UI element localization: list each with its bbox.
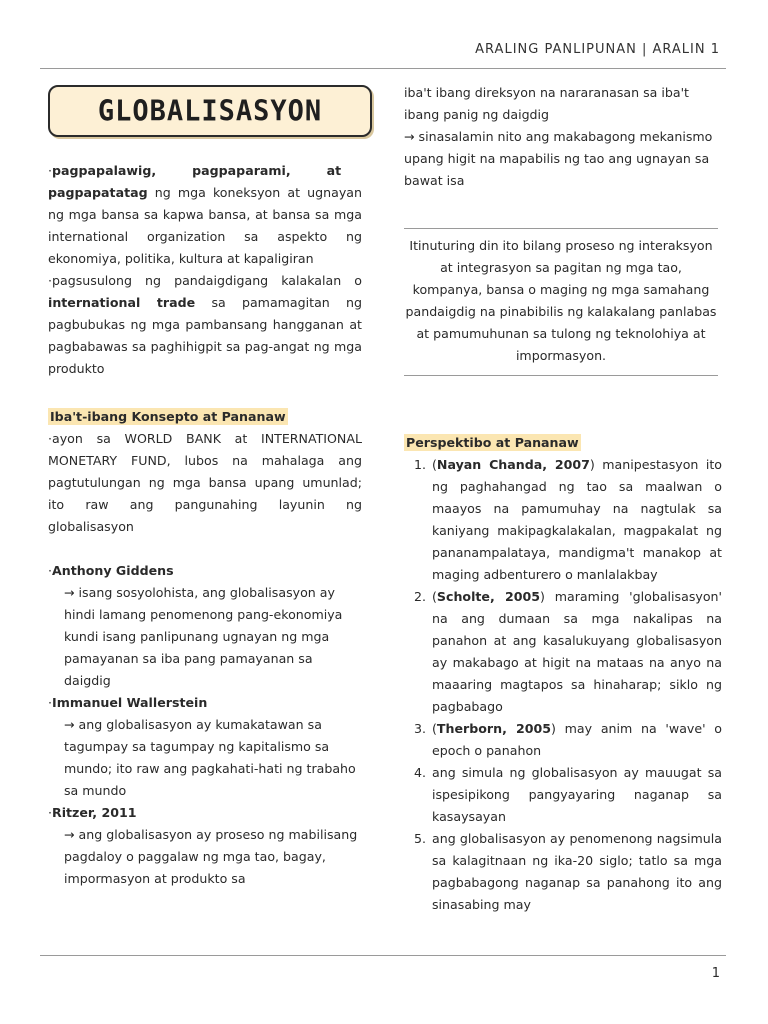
ritzer-text: → ang globalisasyon ay proseso ng mabilisang pagdaloy o paggalaw ng mga tao, bagay, impormasyon at produkto sa <box>64 827 358 886</box>
list-item: 5. ang globalisasyon ay penomenong nagsimula sa kalagitnaan ng ika-20 siglo; tatlo sa mga pagbabagong naganap sa panahong ito ang sinasabing may <box>430 828 722 916</box>
section-title-konsepto: Iba't-ibang Konsepto at Pananaw <box>50 409 286 424</box>
header-rule <box>40 68 726 69</box>
left-column: ·pagpapalawig, pagpaparami, at pagpapatatag ng mga koneksyon at ugnayan ng mga bansa sa kapwa bansa, at bansa sa mga international organization sa aspekto ng ekonomiya, politika, kultura at kapaligiran ·pagsusulong ng pandaigdigang kalakalan o international trade sa pamamagitan ng pagbubukas ng mga pambansang hangganan at pagbabawas sa paghihigpit sa pag-angat ng mga produkto Iba't-ibang Konsepto at Pananaw ·ayon sa WORLD BANK at INTERNATIONAL MONETARY FUND, lubos na mahalaga ang pagtutulungan ng mga bansa upang umunlad; ito raw ang pangunahing layunin ng globalisasyon ·Anthony Giddens → isang sosyolohista, ang globalisasyon ay hindi lamang penomenong pang-ekonomiya kundi isang panlipunang ugnayan ng mga pamayanan sa iba pang pamayanan sa daigdig ·Immanuel Wallerstein → ang globalisasyon ay kumakatawan sa tagumpay sa tagumpay ng kapitalismo sa mundo; ito raw ang pagkahati-hati ng trabaho sa mundo ·Ritzer, 2011 → ang globalisasyon ay proseso ng mabilisang pagdaloy o paggalaw ng mga tao, bagay, impormasyon at produkto sa <box>48 160 362 890</box>
list-item: 3. (Therborn, 2005) may anim na 'wave' o epoch o panahon <box>430 718 722 762</box>
perspectives-list <box>404 454 722 916</box>
giddens-text: → isang sosyolohista, ang globalisasyon ay hindi lamang penomenong pang-ekonomiya kundi isang panlipunang ugnayan ng mga pamayanan sa iba pang pamayanan sa daigdig <box>64 585 343 688</box>
def-2-text-rest: sa pamamagitan ng pagbubukas ng mga pambansang hangganan at pagbabawas sa paghihigpit sa pag-angat ng mga produkto <box>48 295 362 376</box>
ritzer-arrow-text: → sinasalamin nito ang makabagong mekanismo upang higit na mapabilis ng tao ang ugnayan sa bawat isa <box>404 129 713 188</box>
def-1-text: ng mga koneksyon at ugnayan ng mga bansa sa kapwa bansa, at bansa sa mga international organization sa aspekto ng ekonomiya, politika, kultura at kapaligiran <box>48 185 362 266</box>
list-item: 2. (Scholte, 2005) maraming 'globalisasyon' na ang dumaan sa mga nakalipas na panahon at ang kasalukuyang globalisasyon ay makabago at higit na mataas na anyo na maaaring magtapos sa hinaharap; siklo ng pagbabago <box>430 586 722 718</box>
perspectives-section <box>404 432 722 916</box>
footer-rule <box>40 955 726 956</box>
def-term-pagpapatatag: pagpapatatag <box>48 185 148 200</box>
title-box <box>48 85 372 137</box>
wallerstein-text: → ang globalisasyon ay kumakatawan sa tagumpay sa tagumpay ng kapitalismo sa mundo; ito raw ang pagkahati-hati ng trabaho sa mundo <box>64 717 356 798</box>
page-number: 1 <box>711 966 720 981</box>
name-wallerstein: Immanuel Wallerstein <box>52 695 208 710</box>
callout-text: Itinuturing din ito bilang proseso ng interaksyon at integrasyon sa pagitan ng mga tao, kompanya, bansa o maging ng mga samahang pandaigdig na pinabibilis ng kalakalang panlabas at pamumuhunan sa tulong ng teknolohiya at impormasyon. <box>405 238 717 363</box>
def-2-text-pre: pagsusulong ng pandaigdigang kalakalan o <box>52 273 362 288</box>
name-giddens: Anthony Giddens <box>52 563 174 578</box>
list-item: 1. (Nayan Chanda, 2007) manipestasyon ito ng paghahangad ng tao sa maalwan o maayos na pamumuhay na nagtulak sa kaniyang makipagkalakalan, magpakalat ng pananampalataya, mandigma't manakop at maging adbenturero o manlalakbay <box>430 454 722 586</box>
page-header: ARALING PANLIPUNAN | ARALIN 1 <box>475 42 720 57</box>
callout-box <box>404 228 718 376</box>
def-term-pagpapalawig: pagpapalawig, <box>52 163 157 178</box>
right-column <box>404 82 722 192</box>
def-term-pagpaparami: pagpaparami, <box>192 163 291 178</box>
def-term-international-trade: international trade <box>48 295 196 310</box>
page-title: GLOBALISASYON <box>97 94 323 128</box>
section-title-perspektibo: Perspektibo at Pananaw <box>406 435 579 450</box>
world-bank-point: ·ayon sa WORLD BANK at INTERNATIONAL MONETARY FUND, lubos na mahalaga ang pagtutulungan ng mga bansa upang umunlad; ito raw ang pangunahing layunin ng globalisasyon <box>48 431 362 534</box>
definition-1: ·pagpapalawig, pagpaparami, at pagpapatatag ng mga koneksyon at ugnayan ng mga bansa sa kapwa bansa, at bansa sa mga international organization sa aspekto ng ekonomiya, politika, kultura at kapaligiran <box>48 163 362 266</box>
ritzer-continued: iba't ibang direksyon na nararanasan sa iba't ibang panig ng daigdig <box>404 85 689 122</box>
list-item: 4. ang simula ng globalisasyon ay mauugat sa ispesipikong pangyayaring naganap sa kasaysayan <box>430 762 722 828</box>
name-ritzer: Ritzer, 2011 <box>52 805 137 820</box>
def-word-at: at <box>326 163 342 178</box>
definition-2: ·pagsusulong ng pandaigdigang kalakalan o international trade sa pamamagitan ng pagbubukas ng mga pambansang hangganan at pagbabawas sa paghihigpit sa pag-angat ng mga produkto <box>48 273 362 376</box>
